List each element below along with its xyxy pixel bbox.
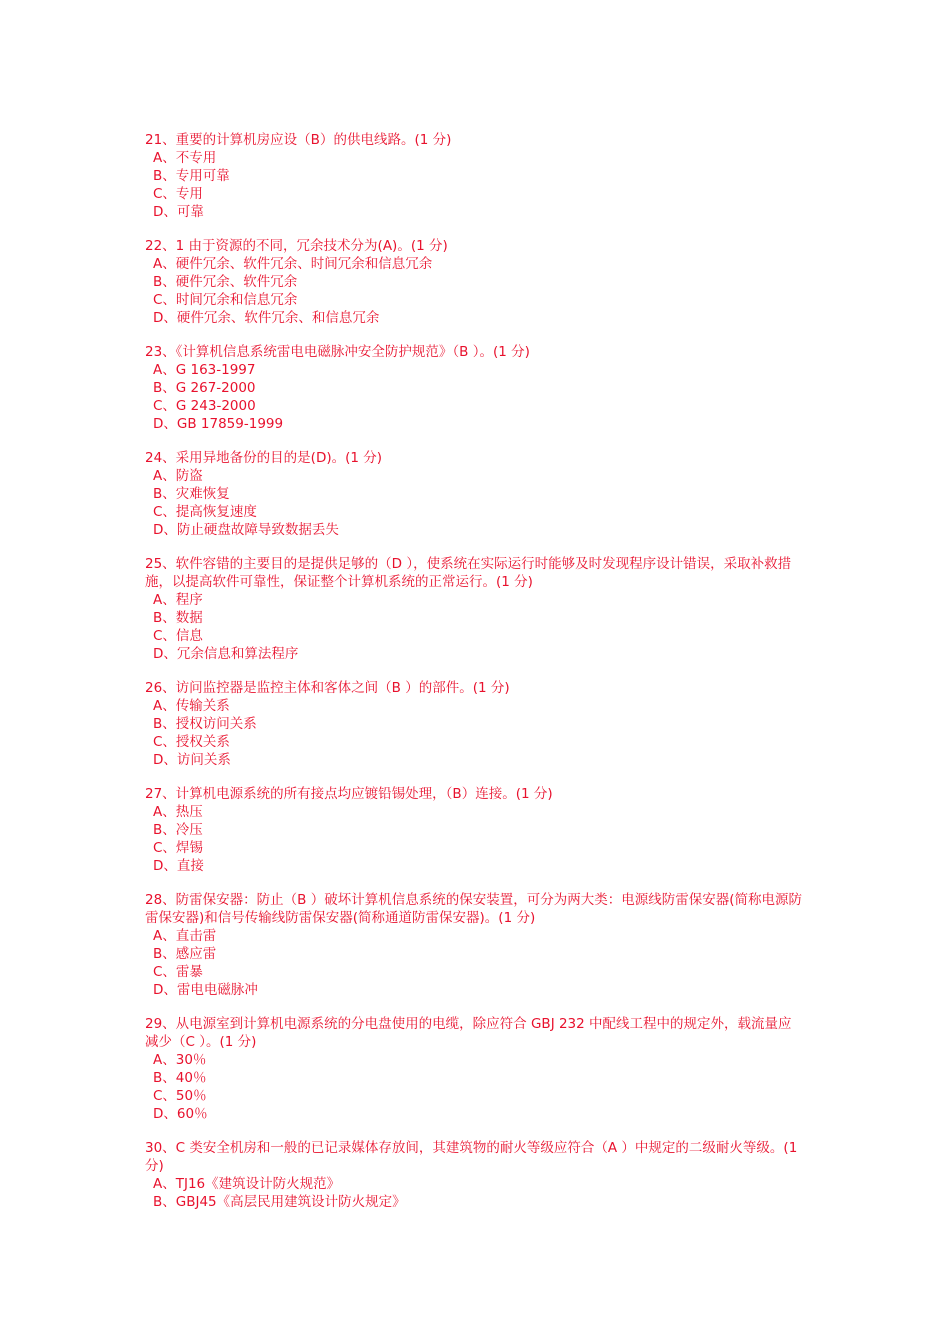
question-28: [145, 891, 805, 999]
document-page: [145, 131, 805, 1227]
option-c: C、信息: [153, 628, 203, 644]
question-22: [145, 237, 805, 327]
question-text: 22、1 由于资源的不同，冗余技术分为(A)。(1 分): [145, 238, 448, 254]
option-a: A、防盗: [153, 468, 203, 484]
option-d: D、可靠: [153, 204, 204, 220]
question-text: 23、《计算机信息系统雷电电磁脉冲安全防护规范》（B ）。(1 分): [145, 344, 530, 360]
option-c: C、时间冗余和信息冗余: [153, 292, 298, 308]
option-b: B、灾难恢复: [153, 486, 230, 502]
option-c: C、焊锡: [153, 840, 203, 856]
option-list: [145, 255, 805, 327]
option-list: [145, 697, 805, 769]
option-b: B、专用可靠: [153, 168, 230, 184]
option-c: C、雷暴: [153, 964, 203, 980]
option-c: C、G 243-2000: [153, 398, 256, 414]
option-b: B、GBJ45《高层民用建筑设计防火规定》: [153, 1194, 406, 1210]
question-text: 29、从电源室到计算机电源系统的分电盘使用的电缆，除应符合 GBJ 232 中配线工程中的规定外，载流量应减少（C ）。(1 分): [145, 1016, 792, 1050]
question-26: [145, 679, 805, 769]
option-b: B、G 267-2000: [153, 380, 256, 396]
question-text: 24、采用异地备份的目的是(D)。(1 分): [145, 450, 383, 466]
option-list: [145, 467, 805, 539]
option-a: A、不专用: [153, 150, 217, 166]
question-text: 26、访问监控器是监控主体和客体之间（B ）的部件。(1 分): [145, 680, 510, 696]
question-30: [145, 1139, 805, 1211]
option-d: D、60％: [153, 1106, 208, 1122]
option-list: [145, 803, 805, 875]
option-a: A、传输关系: [153, 698, 230, 714]
option-d: D、直接: [153, 858, 204, 874]
option-b: B、40％: [153, 1070, 207, 1086]
option-b: B、授权访问关系: [153, 716, 257, 732]
option-b: B、硬件冗余、软件冗余: [153, 274, 298, 290]
option-d: D、防止硬盘故障导致数据丢失: [153, 522, 339, 538]
option-b: B、数据: [153, 610, 203, 626]
option-c: C、50％: [153, 1088, 207, 1104]
question-text: 21、重要的计算机房应设（B）的供电线路。(1 分): [145, 132, 452, 148]
option-d: D、GB 17859-1999: [153, 416, 284, 432]
question-27: [145, 785, 805, 875]
option-a: A、TJ16《建筑设计防火规范》: [153, 1176, 341, 1192]
option-c: C、授权关系: [153, 734, 230, 750]
option-a: A、热压: [153, 804, 203, 820]
option-list: [145, 1175, 805, 1211]
question-text: 25、软件容错的主要目的是提供足够的（D ），使系统在实际运行时能够及时发现程序设计错误，采取补救措施，以提高软件可靠性，保证整个计算机系统的正常运行。(1 分): [145, 556, 792, 590]
option-list: [145, 149, 805, 221]
option-b: B、冷压: [153, 822, 203, 838]
question-text: 28、防雷保安器：防止（B ）破坏计算机信息系统的保安装置，可分为两大类：电源线防雷保安器(简称电源防雷保安器)和信号传输线防雷保安器(简称通道防雷保安器)。(1 分): [145, 892, 802, 926]
option-list: [145, 591, 805, 663]
question-23: [145, 343, 805, 433]
question-25: [145, 555, 805, 663]
option-d: D、访问关系: [153, 752, 231, 768]
option-a: A、G 163-1997: [153, 362, 256, 378]
option-list: [145, 1051, 805, 1123]
option-a: A、硬件冗余、软件冗余、时间冗余和信息冗余: [153, 256, 433, 272]
question-24: [145, 449, 805, 539]
option-c: C、提高恢复速度: [153, 504, 257, 520]
question-29: [145, 1015, 805, 1123]
option-d: D、雷电电磁脉冲: [153, 982, 258, 998]
question-text: 27、计算机电源系统的所有接点均应镀铅锡处理，（B）连接。(1 分): [145, 786, 553, 802]
option-a: A、30％: [153, 1052, 207, 1068]
question-21: [145, 131, 805, 221]
option-list: [145, 927, 805, 999]
option-c: C、专用: [153, 186, 203, 202]
option-a: A、程序: [153, 592, 203, 608]
option-a: A、直击雷: [153, 928, 217, 944]
option-d: D、冗余信息和算法程序: [153, 646, 299, 662]
option-d: D、硬件冗余、软件冗余、和信息冗余: [153, 310, 380, 326]
option-list: [145, 361, 805, 433]
option-b: B、感应雷: [153, 946, 217, 962]
question-text: 30、C 类安全机房和一般的已记录媒体存放间，其建筑物的耐火等级应符合（A ）中规定的二级耐火等级。(1 分): [145, 1140, 798, 1174]
